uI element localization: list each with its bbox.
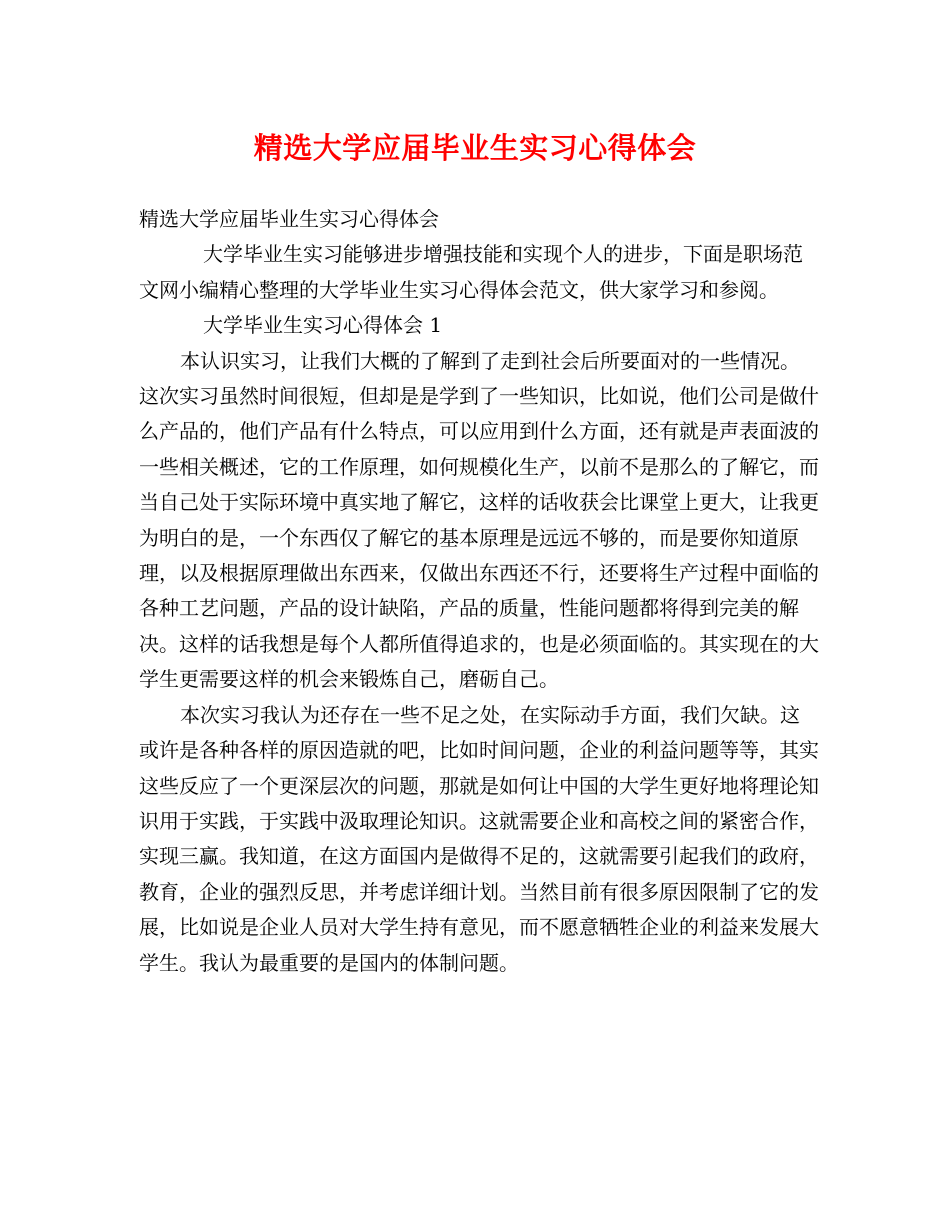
document-body <box>139 202 819 981</box>
section-heading: 大学毕业生实习心得体会 1 <box>203 313 443 338</box>
document-subtitle: 精选大学应届毕业生实习心得体会 <box>139 207 439 231</box>
document-title: 精选大学应届毕业生实习心得体会 <box>253 131 697 165</box>
body-paragraph-2: 本次实习我认为还存在一些不足之处，在实际动手方面，我们欠缺。这或许是各种各样的原因造就的吧，比如时间问题，企业的利益问题等等，其实这些反应了一个更深层次的问题，那就是如何让中国的大学生更好地将理论知识用于实践，于实践中汲取理论知识。这就需要企业和高校之间的紧密合作，实现三赢。我知道，在这方面国内是做得不足的，这就需要引起我们的政府，教育，企业的强烈反思，并考虑详细计划。当然目前有很多原因限制了它的发展，比如说是企业人员对大学生持有意见，而不愿意牺牲企业的利益来发展大学生。我认为最重要的是国内的体制问题。 <box>139 702 819 975</box>
intro-paragraph: 大学毕业生实习能够进步增强技能和实现个人的进步，下面是职场范文网小编精心整理的大学毕业生实习心得体会范文，供大家学习和参阅。 <box>139 242 803 302</box>
body-paragraph-1: 本认识实习，让我们大概的了解到了走到社会后所要面对的一些情况。这次实习虽然时间很短，但却是是学到了一些知识，比如说，他们公司是做什么产品的，他们产品有什么特点，可以应用到什么方面，还有就是声表面波的一些相关概述，它的工作原理，如何规模化生产，以前不是那么的了解它，而当自己处于实际环境中真实地了解它，这样的话收获会比课堂上更大，让我更为明白的是，一个东西仅了解它的基本原理是远远不够的，而是要你知道原理，以及根据原理做出东西来，仅做出东西还不行，还要将生产过程中面临的各种工艺问题，产品的设计缺陷，产品的质量，性能问题都将得到完美的解决。这样的话我想是每个人都所值得追求的，也是必须面临的。其实现在的大学生更需要这样的机会来锻炼自己，磨砺自己。 <box>139 348 819 692</box>
